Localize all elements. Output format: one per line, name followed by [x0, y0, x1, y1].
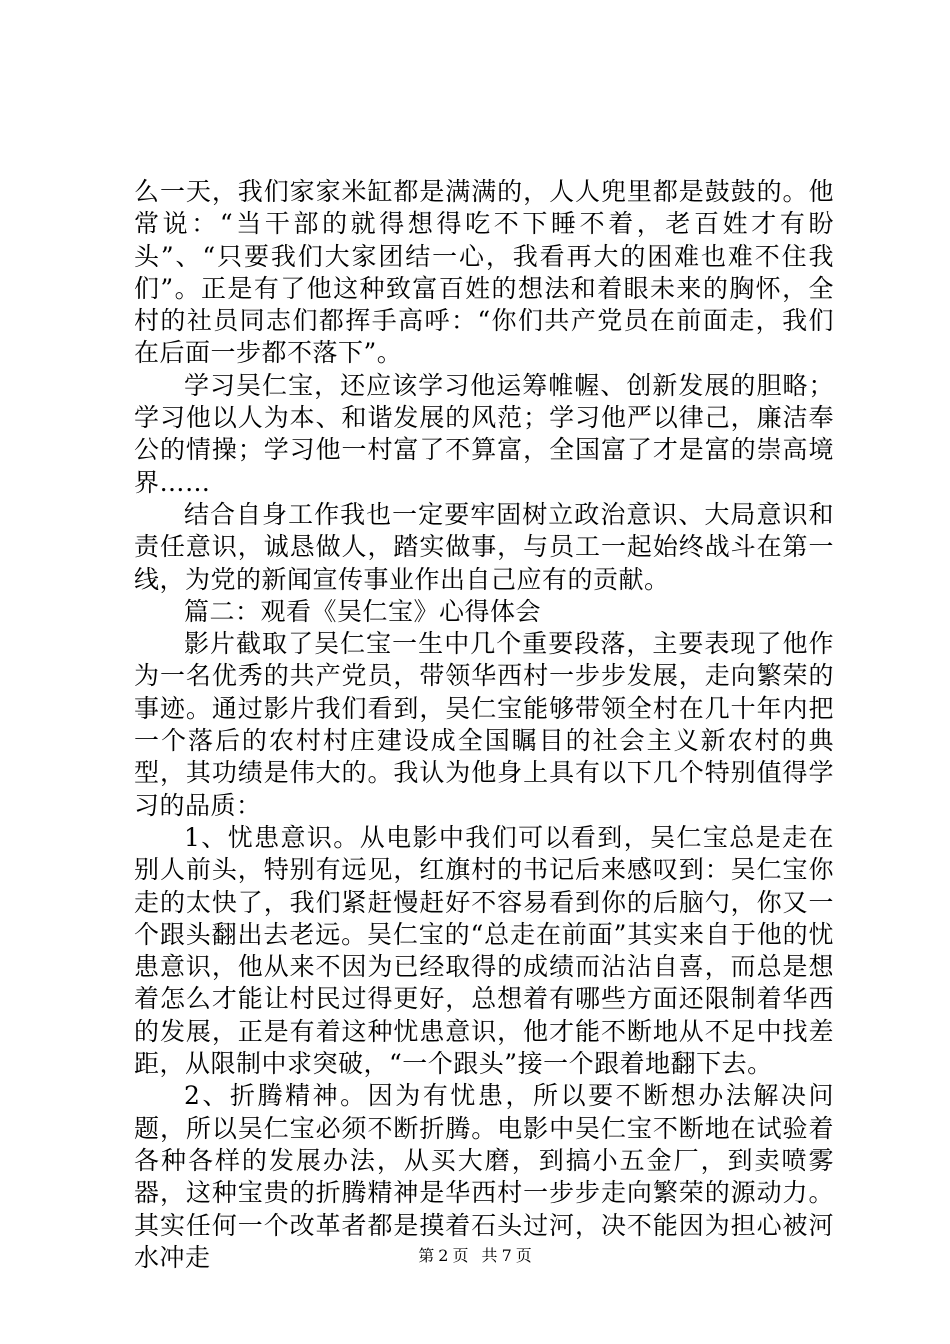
paragraph-3: 结合自身工作我也一定要牢固树立政治意识、大局意识和责任意识，诚恳做人，踏实做事，与员工一起始终战斗在第一线，为党的新闻宣传事业作出自己应有的贡献。 — [134, 499, 834, 594]
paragraph-6: 2、折腾精神。因为有忧患，所以要不断想办法解决问题，所以吴仁宝必须不断折腾。电影中吴仁宝不断地在试验着各种各样的发展办法，从买大磨，到搞小五金厂，到卖喷雾器，这种宝贵的折腾精神是华西村一步步走向繁荣的源动力。其实任何一个改革者都是摸着石头过河，决不能因为担心被河水冲走 — [134, 1081, 834, 1272]
page-number: 2 — [438, 1246, 449, 1265]
paragraph-5: 1、忧患意识。从电影中我们可以看到，吴仁宝总是走在别人前头，特别有远见，红旗村的书记后来感叹到：吴仁宝你走的太快了，我们紧赶慢赶好不容易看到你的后脑勺，你又一个跟头翻出去老远。吴仁宝的“总走在前面”其实来自于他的忧患意识，他从来不因为已经取得的成绩而沾沾自喜，而总是想着怎么才能让村民过得更好，总想着有哪些方面还限制着华西的发展，正是有着这种忧患意识，他才能不断地从不足中找差距，从限制中求突破，“一个跟头”接一个跟着地翻下去。 — [134, 822, 834, 1079]
total-pages: 7 — [501, 1246, 512, 1265]
section-heading: 篇二：观看《吴仁宝》心得体会 — [184, 596, 542, 626]
paragraph-2: 学习吴仁宝，还应该学习他运筹帷幄、创新发展的胆略；学习他以人为本、和谐发展的风范；学习他严以律己，廉洁奉公的情操；学习他一村富了不算富，全国富了才是富的崇高境界…… — [134, 370, 834, 497]
total-pages-label — [480, 1246, 534, 1265]
paragraph-1: 么一天，我们家家米缸都是满满的，人人兜里都是鼓鼓的。他常说：“当干部的就得想得吃不下睡不着，老百姓才有盼头”、“只要我们大家团结一心，我看再大的困难也难不住我们”。正是有了他这种致富百姓的想法和着眼未来的胸怀，全村的社员同志们都挥手高呼：“你们共产党员在前面走，我们在后面一步都不落下”。 — [134, 177, 834, 368]
page-footer — [0, 1246, 950, 1266]
paragraph-4: 影片截取了吴仁宝一生中几个重要段落，主要表现了他作为一名优秀的共产党员，带领华西村一步步发展，走向繁荣的事迹。通过影片我们看到，吴仁宝能够带领全村在几十年内把一个落后的农村村庄建设成全国瞩目的社会主义新农村的典型，其功绩是伟大的。我认为他身上具有以下几个特别值得学习的品质： — [134, 629, 834, 820]
total-suffix: 页 — [515, 1246, 532, 1265]
page-suffix: 页 — [452, 1246, 469, 1265]
document-body — [134, 176, 834, 1274]
total-prefix: 共 — [481, 1246, 498, 1265]
page-prefix: 第 — [418, 1246, 435, 1265]
page-number-label — [416, 1246, 470, 1265]
